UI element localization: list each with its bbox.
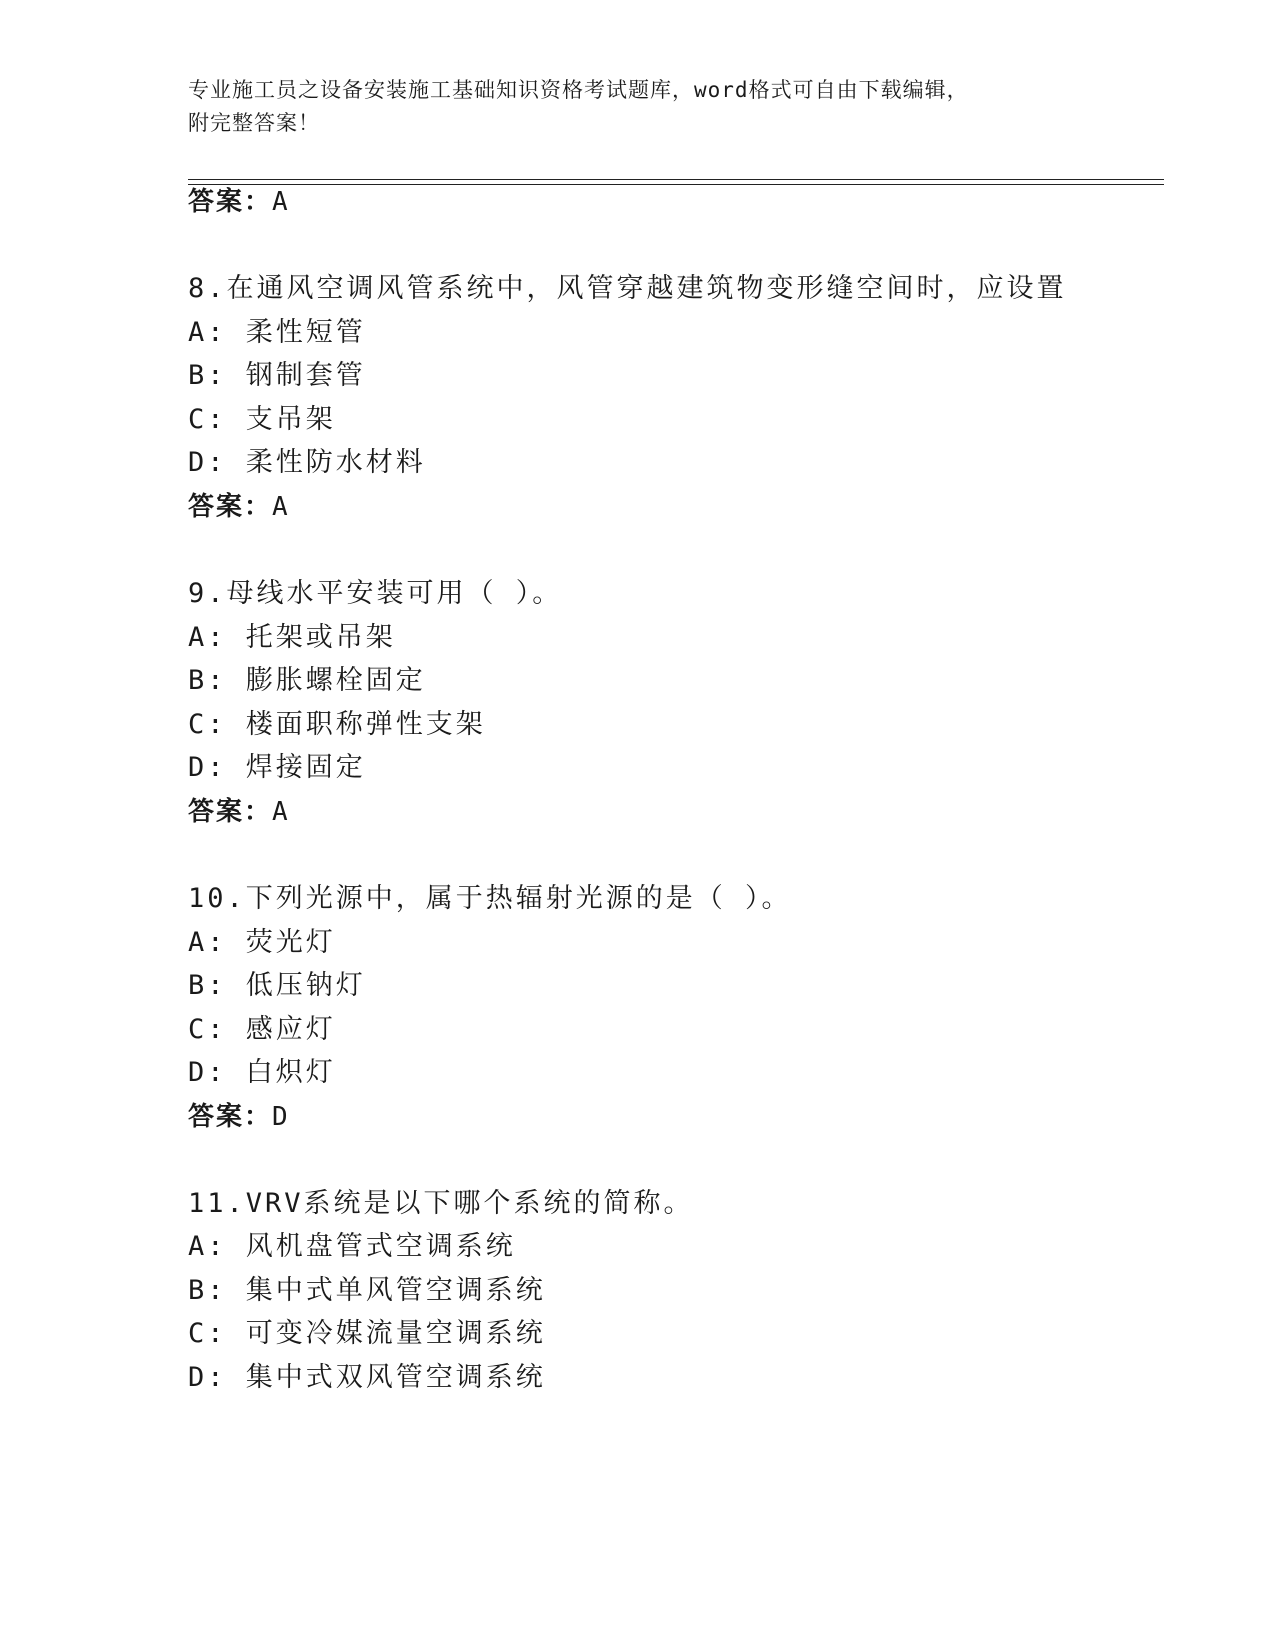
question-8-answer: [188, 489, 290, 525]
answer-label: 答案：: [188, 1102, 273, 1132]
question-9-option-a: A: 托架或吊架: [188, 622, 396, 653]
question-8-stem: 8.在通风空调风管系统中，风管穿越建筑物变形缝空间时，应设置: [188, 273, 1067, 304]
question-9-stem: 9.母线水平安装可用（ ）。: [188, 578, 563, 609]
document-header: [188, 74, 1088, 140]
answer-value: D: [272, 1102, 290, 1132]
header-line-1: 专业施工员之设备安装施工基础知识资格考试题库，word格式可自由下载编辑，: [188, 78, 969, 102]
answer-label: 答案：: [188, 797, 273, 827]
question-9-option-c: C: 楼面职称弹性支架: [188, 709, 486, 740]
question-11-option-b: B: 集中式单风管空调系统: [188, 1275, 546, 1306]
question-11-stem: 11.VRV系统是以下哪个系统的简称。: [188, 1188, 694, 1219]
question-11-option-a: A: 风机盘管式空调系统: [188, 1231, 516, 1262]
question-10-answer: [188, 1099, 290, 1135]
answer-label: 答案：: [188, 492, 273, 522]
question-9-option-b: B: 膨胀螺栓固定: [188, 665, 426, 696]
question-8-option-c: C: 支吊架: [188, 404, 336, 435]
answer-value: A: [272, 797, 290, 827]
answer-label: 答案：: [188, 187, 273, 217]
header-line-2: 附完整答案！: [188, 111, 320, 135]
question-10-option-c: C: 感应灯: [188, 1014, 336, 1045]
header-divider-bottom: [188, 184, 1164, 185]
question-8-option-d: D: 柔性防水材料: [188, 447, 426, 478]
answer-line: [188, 184, 290, 220]
question-8-option-a: A: 柔性短管: [188, 317, 366, 348]
question-10-option-a: A: 荧光灯: [188, 927, 336, 958]
answer-value: A: [272, 187, 290, 217]
question-10-option-d: D: 白炽灯: [188, 1057, 336, 1088]
answer-value: A: [272, 492, 290, 522]
header-divider-top: [188, 179, 1164, 180]
question-10-option-b: B: 低压钠灯: [188, 970, 366, 1001]
question-10-stem: 10.下列光源中，属于热辐射光源的是（ ）。: [188, 883, 792, 914]
question-9-option-d: D: 焊接固定: [188, 752, 366, 783]
question-9-answer: [188, 794, 290, 830]
question-11-option-d: D: 集中式双风管空调系统: [188, 1362, 546, 1393]
question-8-option-b: B: 钢制套管: [188, 360, 366, 391]
question-11-option-c: C: 可变冷媒流量空调系统: [188, 1318, 546, 1349]
